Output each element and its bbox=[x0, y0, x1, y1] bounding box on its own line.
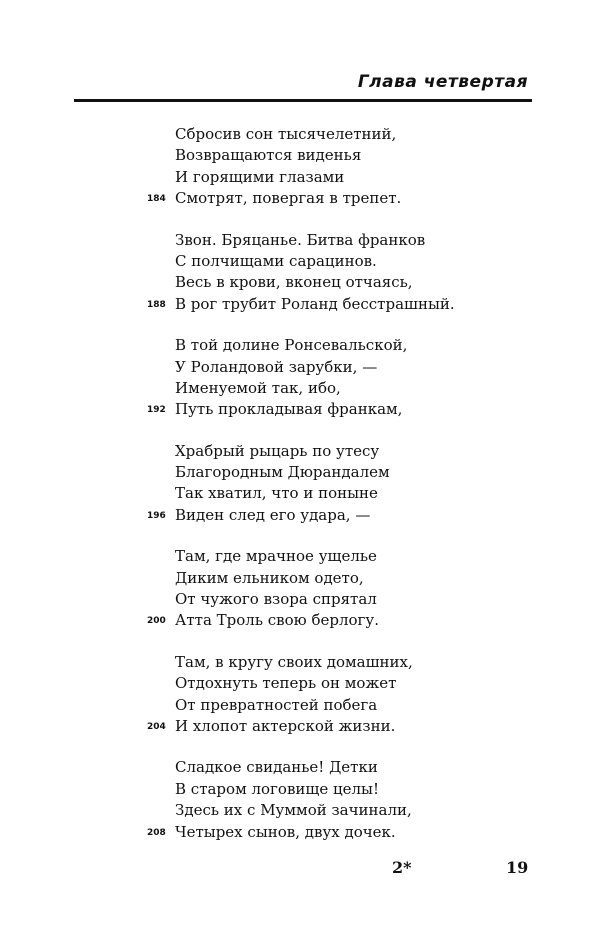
poem-line: Так хватил, что и поныне bbox=[175, 484, 378, 503]
poem-line: Именуемой так, ибо, bbox=[175, 378, 341, 397]
poem-line: Там, где мрачное ущелье bbox=[175, 547, 377, 566]
poem-line: И горящими глазами bbox=[175, 167, 345, 186]
line-number: 204 bbox=[147, 721, 166, 732]
poem-line bbox=[147, 822, 555, 843]
header-rule bbox=[74, 99, 532, 102]
poem-line: Возвращаются виденья bbox=[175, 146, 362, 165]
poem-line: Благородным Дюрандалем bbox=[175, 463, 390, 482]
poem-line: Сладкое свиданье! Детки bbox=[175, 758, 378, 777]
poem-line: Сбросив сон тысячелетний, bbox=[175, 125, 397, 143]
poem-line: Весь в крови, вконец отчаясь, bbox=[175, 273, 413, 292]
line-number: 196 bbox=[147, 510, 166, 521]
stanza bbox=[147, 335, 555, 421]
poem-line: Здесь их с Муммой зачинали, bbox=[175, 801, 412, 820]
page-number: 19 bbox=[506, 858, 529, 877]
poem-line: Отдохнуть теперь он может bbox=[175, 674, 397, 693]
poem-line: У Роландовой зарубки, — bbox=[175, 357, 378, 376]
poem-line bbox=[147, 716, 555, 737]
poem-line: В старом логовище целы! bbox=[175, 779, 380, 798]
stanza bbox=[147, 441, 555, 527]
poem-line: От превратностей побега bbox=[175, 695, 378, 714]
stanza bbox=[147, 124, 555, 210]
poem-line bbox=[147, 294, 555, 315]
poem-line-text: И хлопот актерской жизни. bbox=[175, 716, 396, 735]
poem-line-text: Атта Троль свою берлогу. bbox=[175, 611, 379, 630]
line-number: 200 bbox=[147, 616, 166, 627]
poem-line-text: Смотрят, повергая в трепет. bbox=[175, 189, 402, 208]
poem-line: Там, в кругу своих домашних, bbox=[175, 652, 413, 671]
stanza bbox=[147, 652, 555, 738]
stanza bbox=[147, 546, 555, 632]
poem-line: От чужого взора спрятал bbox=[175, 590, 377, 609]
line-number: 184 bbox=[147, 194, 166, 205]
line-number: 192 bbox=[147, 405, 166, 416]
poem-line bbox=[147, 188, 555, 209]
poem-line-text: Четырех сынов, двух дочек. bbox=[175, 822, 396, 841]
poem-line bbox=[147, 505, 555, 526]
poem-line-text: Путь прокладывая франкам, bbox=[175, 400, 403, 419]
stanza bbox=[147, 757, 555, 843]
poem-line bbox=[147, 610, 555, 631]
poem-line: Храбрый рыцарь по утесу bbox=[175, 441, 380, 460]
poem-line: С полчищами сарацинов. bbox=[175, 251, 377, 270]
stanza bbox=[147, 230, 555, 316]
poem-line: В той долине Ронсевальской, bbox=[175, 336, 408, 355]
line-number: 188 bbox=[147, 299, 166, 310]
poem-line bbox=[147, 399, 555, 420]
chapter-title: Глава четвертая bbox=[357, 72, 528, 92]
poem-body bbox=[147, 124, 555, 863]
poem-line-text: Виден след его удара, — bbox=[175, 505, 371, 524]
signature-mark: 2* bbox=[392, 858, 412, 877]
running-header bbox=[0, 0, 600, 110]
line-number: 208 bbox=[147, 827, 166, 838]
poem-line: Диким ельником одето, bbox=[175, 568, 364, 587]
poem-line-text: В рог трубит Роланд бесстрашный. bbox=[175, 294, 455, 313]
poem-line: Звон. Бряцанье. Битва франков bbox=[175, 230, 426, 249]
